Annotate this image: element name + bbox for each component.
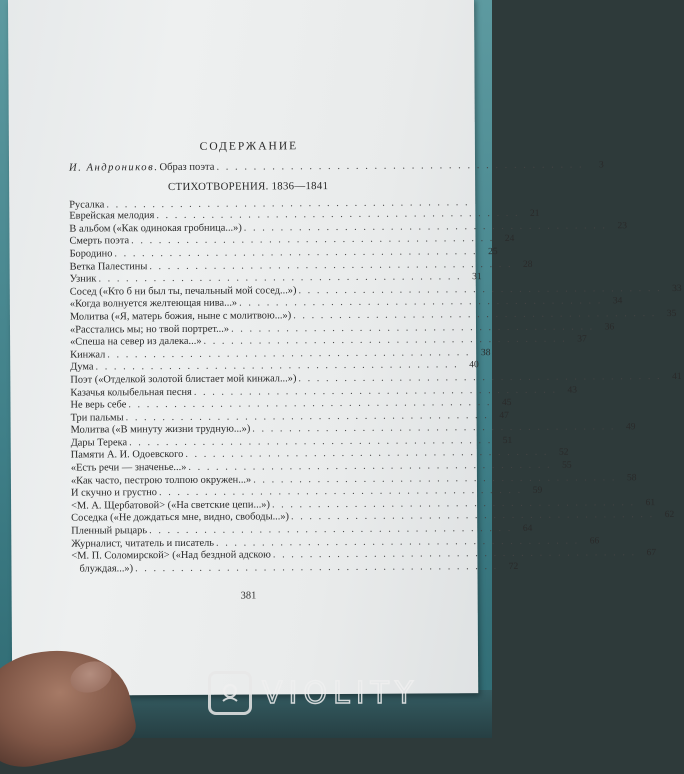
leader-dots	[296, 371, 663, 385]
section-heading: СТИХОТВОРЕНИЯ. 1836—1841	[109, 179, 387, 193]
toc-entry-page: 72	[500, 562, 518, 574]
leader-dots	[186, 460, 553, 474]
toc-entry-page: 47	[491, 411, 509, 423]
leader-dots	[96, 271, 463, 285]
intro-page: 3	[586, 160, 604, 172]
toc-entry-title: Три пальмы	[71, 412, 124, 424]
leader-dots	[242, 220, 609, 234]
toc-entry-page: 35	[658, 309, 676, 321]
toc-entry-title: «Есть речи — значенье...»	[71, 462, 187, 474]
toc-entry-page: 21	[522, 209, 540, 221]
leader-dots	[93, 360, 460, 374]
leader-dots	[214, 159, 585, 173]
leader-dots	[192, 384, 559, 398]
toc-entry-page: 25	[480, 247, 498, 259]
toc-entry	[71, 561, 389, 576]
toc-entry-page: 66	[581, 536, 599, 548]
toc-entry-page: 31	[464, 272, 482, 284]
toc-entry-title: <М. П. Соломирской> («Над бездной адскою	[71, 550, 271, 563]
leader-dots	[183, 447, 550, 461]
leader-dots	[124, 410, 491, 424]
leader-dots	[127, 435, 494, 449]
page-number: 381	[241, 590, 257, 601]
toc-entry-page: 61	[637, 498, 655, 510]
toc-entry-title: Казачья колыбельная песня	[70, 386, 191, 398]
leader-dots	[154, 208, 521, 222]
toc-entry-page: 45	[493, 398, 511, 410]
toc-entry-page: 49	[617, 422, 635, 434]
intro-title: Образ поэта	[159, 162, 214, 173]
leader-dots	[296, 283, 663, 297]
toc-entry-page: 38	[472, 348, 490, 360]
toc-entry-page: 23	[609, 221, 627, 233]
toc-entry-title: блуждая...»)	[79, 563, 133, 575]
toc-entry-page: 24	[496, 234, 514, 246]
toc-entry-title: И скучно и грустно	[71, 487, 157, 499]
toc-entry-title: <М. А. Щербатовой> («На светские цепи...»)	[71, 499, 270, 512]
toc-entry-title: Бородино	[70, 248, 113, 260]
watermark	[208, 668, 419, 718]
toc-entry-title: «Спеша на север из далека...»	[70, 336, 201, 348]
leader-dots	[147, 523, 514, 537]
toc-entry-page: 62	[656, 510, 674, 522]
toc-entry-title: Дары Терека	[71, 437, 127, 449]
leader-dots	[157, 485, 524, 499]
toc-entry-page: 37	[569, 335, 587, 347]
toc-entry-title: Молитва («В минуту жизни трудную...»)	[71, 424, 251, 437]
toc-entry-page: 64	[514, 524, 532, 536]
leader-dots	[147, 258, 514, 272]
book-page	[8, 0, 478, 696]
violity-logo-icon	[208, 671, 252, 715]
toc-entry-page: 55	[554, 461, 572, 473]
toc-entry-title: Дума	[70, 362, 93, 374]
leader-dots	[214, 535, 581, 549]
toc-heading: СОДЕРЖАНИЕ	[111, 140, 387, 154]
toc-entry-title: В альбом («Как одинокая гробница...»)	[69, 222, 241, 235]
toc-entry-page: 59	[524, 486, 542, 498]
toc-entry-title: Памяти А. И. Одоевского	[71, 449, 184, 461]
leader-dots	[271, 547, 638, 561]
toc-entry-title: «Расстались мы; но твой портрет...»	[70, 323, 229, 336]
toc-entry-title: Узник	[70, 274, 97, 286]
toc-entry-title: «Когда волнуется желтеющая нива...»	[70, 298, 237, 311]
toc-entry-page: 51	[494, 436, 512, 448]
toc-entry-title: Смерть поэта	[69, 236, 129, 248]
toc-entry-title: Русалка	[69, 199, 104, 211]
toc-entry-title: Не верь себе	[70, 399, 126, 411]
leader-dots	[126, 397, 493, 411]
toc-entries	[69, 197, 389, 576]
toc-entry-title: Поэт («Отделкой золотой блистает мой кинжал...»)	[70, 373, 296, 386]
leader-dots	[289, 509, 656, 523]
toc-entry-title: Кинжал	[70, 349, 105, 361]
toc-intro-entry: И. Андроников. Образ поэта . . . 3	[69, 161, 387, 176]
toc-entry-title: Сосед («Кто б ни был ты, печальный мой сосед...»)	[70, 285, 297, 298]
toc-entry-page: 43	[559, 385, 577, 397]
toc-entry-page: 36	[596, 322, 614, 334]
leader-dots	[105, 347, 472, 361]
leader-dots	[270, 497, 637, 511]
leader-dots	[129, 233, 496, 247]
toc-entry-page: 28	[515, 259, 533, 271]
leader-dots	[133, 561, 500, 575]
watermark-text: VIOLITY	[262, 676, 419, 711]
leader-dots	[201, 334, 568, 348]
toc-entry-page: 34	[604, 297, 622, 309]
toc-entry-title: Журналист, читатель и писатель	[71, 537, 214, 549]
toc-entry-page: 33	[664, 284, 682, 296]
leader-dots	[250, 422, 617, 436]
toc-entry-page: 58	[618, 473, 636, 485]
toc-entry-title: Соседка («Не дождаться мне, видно, свободы...»)	[71, 512, 289, 525]
toc-entry-title: Еврейская мелодия	[69, 210, 154, 222]
toc-entry-title: Ветка Палестины	[70, 261, 148, 273]
table-of-contents	[69, 140, 390, 576]
toc-entry-title: «Как часто, пестрою толпою окружен...»	[71, 474, 251, 487]
leader-dots	[251, 472, 618, 486]
toc-entry-page: 67	[638, 548, 656, 560]
leader-dots	[291, 308, 658, 322]
toc-entry-title: Пленный рыцарь	[71, 525, 147, 537]
leader-dots	[229, 321, 596, 335]
intro-author: И. Андроников	[69, 162, 154, 174]
toc-entry-title: Молитва («Я, матерь божия, ныне с молитвою...»)	[70, 310, 291, 323]
leader-dots	[112, 246, 479, 260]
leader-dots	[237, 296, 604, 310]
toc-entry-page: 40	[461, 360, 479, 372]
toc-entry-page: 41	[664, 372, 682, 384]
toc-entry-page: 52	[550, 448, 568, 460]
